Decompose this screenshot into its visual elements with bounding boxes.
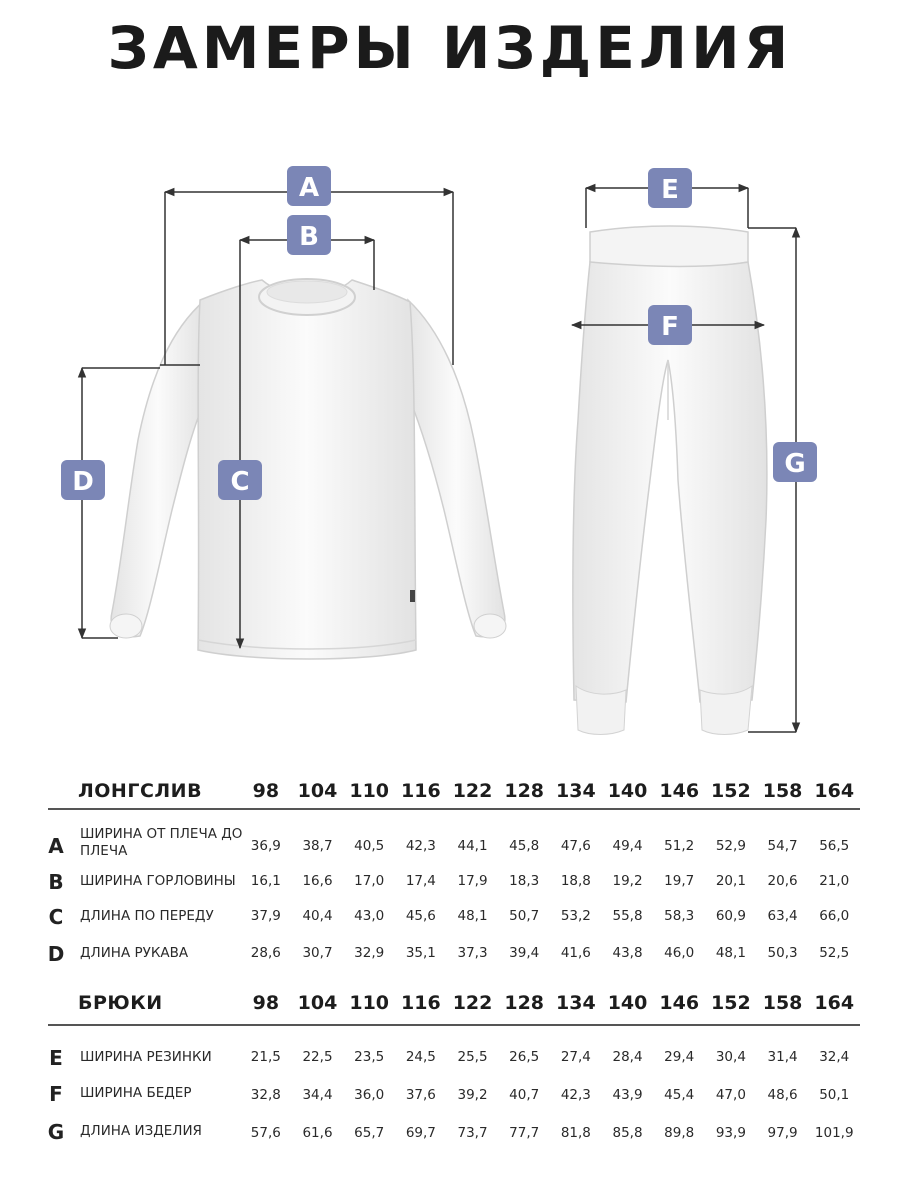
pants-illustration (573, 226, 767, 735)
table-row (44, 1046, 860, 1082)
table-cell: 57,6 (250, 1125, 281, 1141)
table-cell: 32,4 (819, 1049, 850, 1065)
table-cell: 19,7 (664, 873, 695, 889)
size-header: 110 (349, 780, 390, 802)
size-header: 104 (297, 780, 338, 802)
table-cell: 48,1 (715, 945, 746, 961)
table-cell: 43,8 (612, 945, 643, 961)
table-cell: 34,4 (302, 1087, 333, 1103)
table-cell: 45,8 (509, 838, 540, 854)
size-header: 98 (252, 992, 280, 1014)
size-header: 152 (711, 780, 751, 802)
table-cell: 93,9 (715, 1125, 746, 1141)
longsleeve-sizes (240, 780, 860, 802)
table-cell: 18,3 (509, 873, 540, 889)
table-cell: 37,3 (457, 945, 488, 961)
garment-diagram (0, 150, 900, 750)
row-values (240, 1125, 860, 1141)
row-values (240, 838, 860, 854)
table-cell: 20,1 (715, 873, 746, 889)
longsleeve-table-header (44, 774, 860, 818)
table-cell: 50,3 (767, 945, 798, 961)
table-row (44, 826, 860, 862)
size-header: 122 (452, 992, 493, 1014)
row-letter: C (48, 905, 64, 929)
row-label: ДЛИНА ИЗДЕЛИЯ (80, 1123, 202, 1139)
size-header: 134 (556, 780, 596, 802)
table-cell: 44,1 (457, 838, 488, 854)
row-values (240, 873, 860, 889)
table-cell: 40,5 (354, 838, 385, 854)
size-header: 122 (452, 780, 493, 802)
table-cell: 39,4 (509, 945, 540, 961)
badge-d-label: D (72, 467, 94, 497)
longsleeve-title: ЛОНГСЛИВ (78, 780, 203, 802)
table-cell: 16,1 (250, 873, 281, 889)
table-cell: 30,4 (715, 1049, 746, 1065)
pants-sizes (240, 992, 860, 1014)
table-cell: 52,5 (819, 945, 850, 961)
table-cell: 69,7 (405, 1125, 436, 1141)
table-cell: 45,4 (664, 1087, 695, 1103)
table-cell: 17,0 (354, 873, 385, 889)
table-cell: 42,3 (560, 1087, 591, 1103)
table-divider (48, 808, 860, 810)
table-cell: 66,0 (819, 908, 850, 924)
table-cell: 17,9 (457, 873, 488, 889)
table-cell: 49,4 (612, 838, 643, 854)
table-cell: 28,4 (612, 1049, 643, 1065)
table-cell: 26,5 (509, 1049, 540, 1065)
longsleeve-illustration (110, 279, 506, 659)
badge-g-label: G (784, 449, 806, 479)
badge-c-label: C (230, 467, 250, 497)
table-cell: 25,5 (457, 1049, 488, 1065)
table-cell: 53,2 (560, 908, 591, 924)
size-header: 152 (711, 992, 751, 1014)
table-row (44, 1082, 860, 1118)
badge-e-label: E (661, 175, 679, 205)
table-cell: 65,7 (354, 1125, 385, 1141)
row-label: ШИРИНА ГОРЛОВИНЫ (80, 873, 236, 889)
table-cell: 89,8 (664, 1125, 695, 1141)
table-cell: 22,5 (302, 1049, 333, 1065)
size-header: 158 (762, 780, 803, 802)
table-row (44, 905, 860, 941)
table-row (44, 942, 860, 978)
table-cell: 48,6 (767, 1087, 798, 1103)
table-cell: 38,7 (302, 838, 333, 854)
table-cell: 42,3 (405, 838, 436, 854)
size-header: 134 (556, 992, 596, 1014)
badge-g (773, 442, 817, 482)
table-cell: 81,8 (560, 1125, 591, 1141)
table-cell: 41,6 (560, 945, 591, 961)
table-cell: 40,7 (509, 1087, 540, 1103)
size-header: 164 (814, 780, 855, 802)
table-cell: 52,9 (715, 838, 746, 854)
table-cell: 48,1 (457, 908, 488, 924)
table-cell: 40,4 (302, 908, 333, 924)
row-label: ШИРИНА РЕЗИНКИ (80, 1049, 212, 1065)
row-letter: E (49, 1046, 63, 1070)
table-row (44, 1120, 860, 1156)
table-cell: 31,4 (767, 1049, 798, 1065)
table-cell: 35,1 (405, 945, 436, 961)
size-header: 110 (349, 992, 390, 1014)
table-cell: 27,4 (560, 1049, 591, 1065)
longsleeve-table (44, 774, 860, 966)
row-label: ДЛИНА РУКАВА (80, 945, 189, 961)
size-header: 158 (762, 992, 803, 1014)
table-cell: 77,7 (509, 1125, 540, 1141)
size-header: 116 (401, 780, 441, 802)
pants-title: БРЮКИ (78, 992, 163, 1014)
table-cell: 56,5 (819, 838, 850, 854)
row-values (240, 1087, 860, 1103)
table-cell: 29,4 (664, 1049, 695, 1065)
size-header: 104 (297, 992, 338, 1014)
size-header: 128 (504, 992, 545, 1014)
row-values (240, 945, 860, 961)
badge-f (648, 305, 692, 345)
table-cell: 37,9 (250, 908, 281, 924)
row-label: ШИРИНА БЕДЕР (80, 1085, 192, 1101)
size-header: 164 (814, 992, 855, 1014)
table-cell: 47,0 (715, 1087, 746, 1103)
row-values (240, 1049, 860, 1065)
table-cell: 55,8 (612, 908, 643, 924)
table-cell: 50,1 (819, 1087, 850, 1103)
table-divider (48, 1024, 860, 1026)
pants-table (44, 986, 860, 1144)
row-letter: G (47, 1120, 65, 1144)
table-cell: 20,6 (767, 873, 798, 889)
table-cell: 21,5 (250, 1049, 281, 1065)
badge-a (287, 166, 331, 206)
table-cell: 43,0 (354, 908, 385, 924)
table-row (44, 870, 860, 906)
badge-a-label: A (298, 173, 320, 203)
badge-f-label: F (661, 312, 679, 342)
size-header: 146 (659, 780, 700, 802)
table-cell: 18,8 (560, 873, 591, 889)
badge-c (218, 460, 262, 500)
row-values (240, 908, 860, 924)
table-cell: 46,0 (664, 945, 695, 961)
table-cell: 85,8 (612, 1125, 643, 1141)
table-cell: 73,7 (457, 1125, 488, 1141)
table-cell: 63,4 (767, 908, 798, 924)
table-cell: 43,9 (612, 1087, 643, 1103)
size-header: 128 (504, 780, 545, 802)
badge-d (61, 460, 105, 500)
table-cell: 32,9 (354, 945, 385, 961)
table-cell: 97,9 (767, 1125, 798, 1141)
size-header: 98 (252, 780, 280, 802)
table-cell: 28,6 (250, 945, 281, 961)
table-cell: 32,8 (250, 1087, 281, 1103)
size-header: 116 (401, 992, 441, 1014)
table-cell: 60,9 (715, 908, 746, 924)
badge-b-label: B (299, 222, 319, 252)
table-cell: 24,5 (405, 1049, 436, 1065)
table-cell: 21,0 (819, 873, 850, 889)
page-title: ЗАМЕРЫ ИЗДЕЛИЯ (107, 14, 793, 82)
size-header: 140 (607, 992, 648, 1014)
table-cell: 37,6 (405, 1087, 436, 1103)
table-cell: 50,7 (509, 908, 540, 924)
table-cell: 36,0 (354, 1087, 385, 1103)
table-cell: 45,6 (405, 908, 436, 924)
table-cell: 47,6 (560, 838, 591, 854)
table-cell: 61,6 (302, 1125, 333, 1141)
row-label: ШИРИНА ОТ ПЛЕЧА ДО ПЛЕЧА (80, 826, 243, 859)
badge-e (648, 168, 692, 208)
badge-b (287, 215, 331, 255)
table-cell: 39,2 (457, 1087, 488, 1103)
table-cell: 19,2 (612, 873, 643, 889)
row-letter: B (48, 870, 64, 894)
table-cell: 23,5 (354, 1049, 385, 1065)
row-letter: A (48, 834, 64, 858)
table-cell: 58,3 (664, 908, 695, 924)
table-cell: 16,6 (302, 873, 333, 889)
table-cell: 36,9 (250, 838, 281, 854)
row-letter: D (47, 942, 65, 966)
table-cell: 51,2 (664, 838, 695, 854)
row-letter: F (49, 1082, 63, 1106)
table-cell: 101,9 (814, 1125, 854, 1141)
table-cell: 54,7 (767, 838, 798, 854)
size-header: 140 (607, 780, 648, 802)
size-header: 146 (659, 992, 700, 1014)
table-cell: 17,4 (405, 873, 436, 889)
table-cell: 30,7 (302, 945, 333, 961)
row-label: ДЛИНА ПО ПЕРЕДУ (80, 908, 214, 924)
